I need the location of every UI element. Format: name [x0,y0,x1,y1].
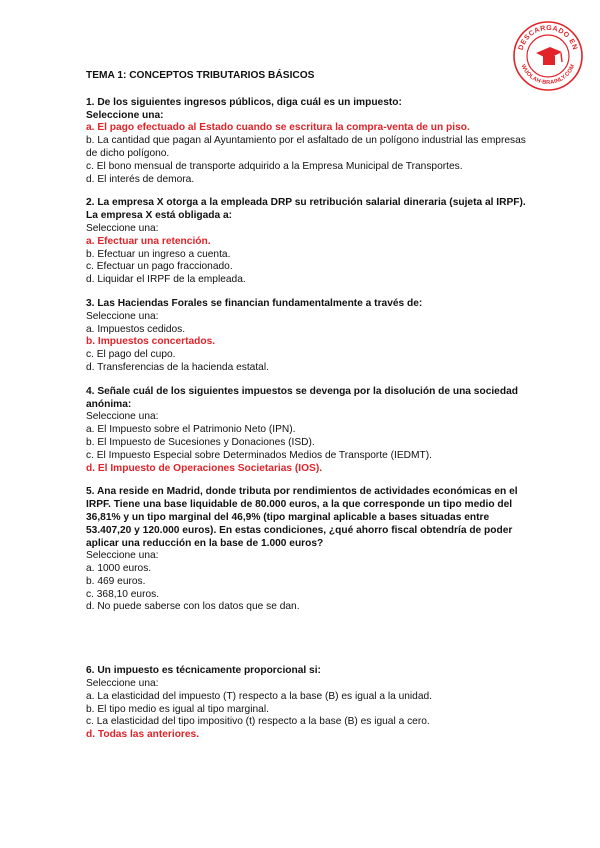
page-gap [86,625,526,665]
mortarboard-icon [536,47,562,65]
select-prompt: Seleccione una: [86,550,159,562]
answer-option: c. El pago del cupo. [86,349,176,361]
select-prompt: Seleccione una: [86,310,159,322]
answer-option-correct: b. Impuestos concertados. [86,336,216,348]
question-2 [86,197,526,287]
question-3 [86,298,526,375]
answer-option: d. Liquidar el IRPF de la empleada. [86,274,246,286]
question-list [86,97,526,742]
question-text: 5. Ana reside en Madrid, donde tributa por rendimientos de actividades económicas en el IRPF. Tiene una base liquidable de 80.000 euros, a la que corresponde un tipo medio del 36,81% y un tipo marginal del 46,9% (tipo marginal aplicable a bases situadas entre 53.407,20 y 120.000 euros). En estas condiciones, ¿qué ahorro fiscal obtendría de poder aplicar una reducción en la base de 1.000 euros? [86,486,518,549]
stamp-bottom-text: WUOLAH·BRAINLY.COM [519,63,577,87]
answer-option-correct: a. Efectuar una retención. [86,235,211,247]
answer-option: d. Transferencias de la hacienda estatal. [86,361,269,373]
question-4 [86,386,526,476]
question-6 [86,665,526,742]
answer-option: c. El Impuesto Especial sobre Determinados Medios de Transporte (IEDMT). [86,449,432,461]
select-prompt: Seleccione una: [86,411,159,423]
answer-option-correct: a. El pago efectuado al Estado cuando se escritura la compra-venta de un piso. [86,122,470,134]
question-text: 1. De los siguientes ingresos públicos, diga cuál es un impuesto: [86,96,402,108]
question-5 [86,486,526,614]
answer-option: c. Efectuar un pago fraccionado. [86,261,233,273]
question-text: 2. La empresa X otorga a la empleada DRP su retribución salarial dineraria (sujeta al IRPF). La empresa X está obligada a: [86,197,526,222]
page-title: TEMA 1: CONCEPTOS TRIBUTARIOS BÁSICOS [86,70,315,81]
answer-option: a. 1000 euros. [86,563,152,575]
answer-option: d. No puede saberse con los datos que se dan. [86,601,300,613]
answer-option: c. 368,10 euros. [86,588,160,600]
select-prompt: Seleccione una: [86,678,159,690]
answer-option: b. El tipo medio es igual al tipo marginal. [86,703,269,715]
select-prompt: Seleccione una: [86,222,159,234]
answer-option: d. El interés de demora. [86,173,195,185]
exam-document [86,70,526,753]
select-prompt: Seleccione una: [86,109,164,121]
answer-option: b. Efectuar un ingreso a cuenta. [86,248,231,260]
answer-option: c. El bono mensual de transporte adquirido a la Empresa Municipal de Transportes. [86,160,463,172]
question-text: 4. Señale cuál de los siguientes impuestos se devenga por la disolución de una sociedad anónima: [86,385,518,410]
question-text: 6. Un impuesto es técnicamente proporcional si: [86,665,321,677]
answer-option-correct: d. Todas las anteriores. [86,729,200,741]
answer-option: b. 469 euros. [86,575,146,587]
answer-option: a. La elasticidad del impuesto (T) respecto a la base (B) es igual a la unidad. [86,690,433,702]
question-text: 3. Las Haciendas Forales se financian fundamentalmente a través de: [86,297,423,309]
answer-option: a. Impuestos cedidos. [86,323,186,335]
answer-option: b. La cantidad que pagan al Ayuntamiento por el asfaltado de un polígono industrial las empresas de dicho polígono. [86,135,526,159]
answer-option: b. El Impuesto de Sucesiones y Donaciones (ISD). [86,436,315,448]
question-1 [86,97,526,187]
stamp-top-text: DESCARGADO EN [517,24,579,52]
answer-option: a. El Impuesto sobre el Patrimonio Neto (IPN). [86,424,296,436]
answer-option-correct: d. El Impuesto de Operaciones Societarias (IOS). [86,462,323,474]
answer-option: c. La elasticidad del tipo impositivo (t) respecto a la base (B) es igual a cero. [86,716,430,728]
